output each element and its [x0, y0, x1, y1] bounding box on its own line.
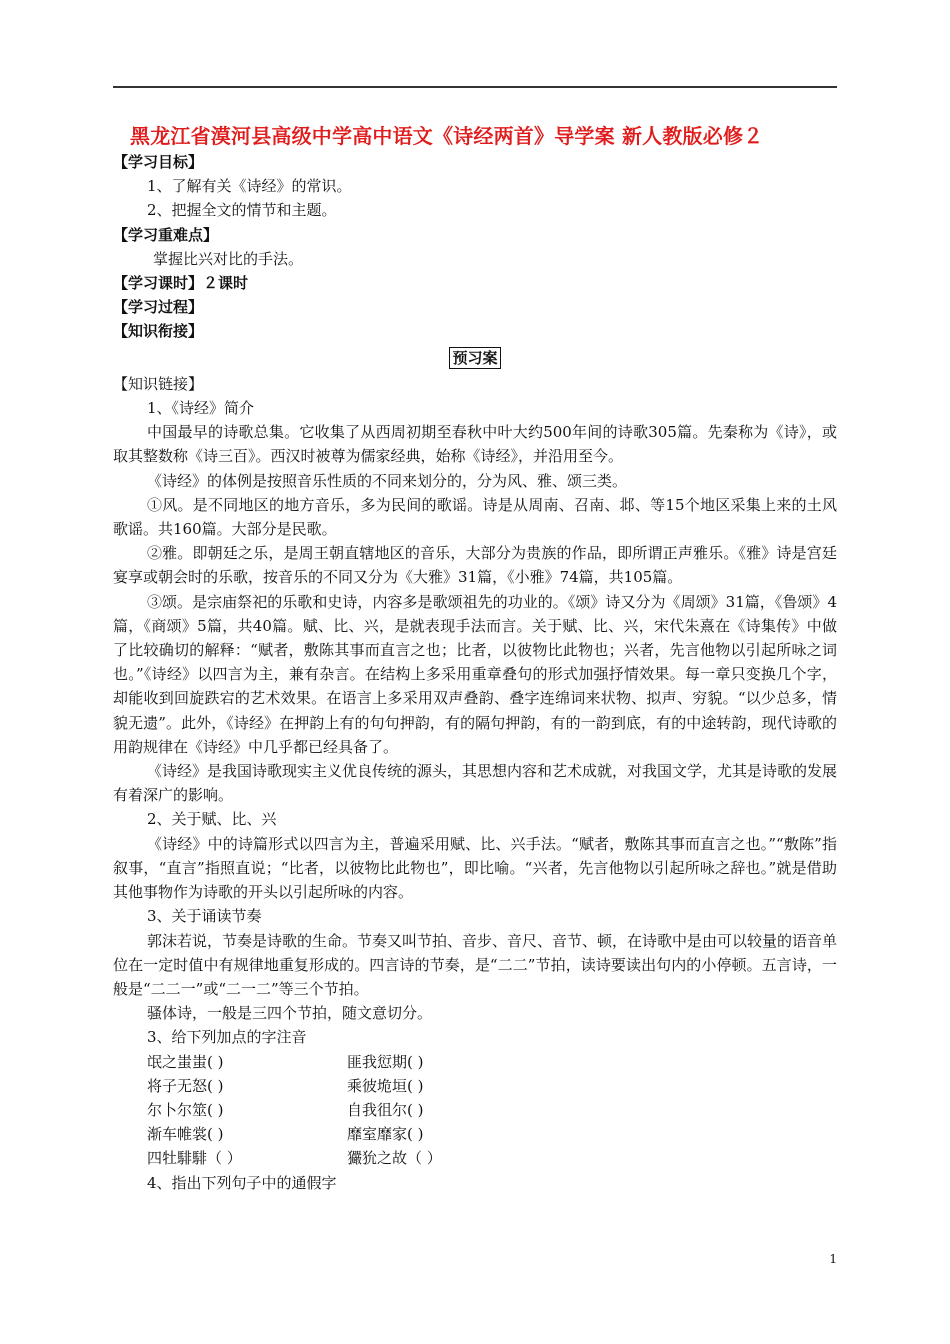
paragraph: ③颂。是宗庙祭祀的乐歌和史诗，内容多是歌颂祖先的功业的。《颂》诗又分为《周颂》31篇，《鲁颂》4篇，《商颂》5篇，共40篇。赋、比、兴，是就表现手法而言。关于赋、比、兴，宋代朱熹在《诗集传》中做了比较确切的解释：“赋者，敷陈其事而直言之也；比者，以彼物比此物也；兴者，先言他物以引起所咏之词也。”《诗经》以四言为主，兼有杂言。在结构上多采用重章叠句的形式加强抒情效果。每一章只变换几个字，却能收到回旋跌宕的艺术效果。在语言上多采用双声叠韵、叠字连绵词来状物、拟声、穷貌。“以少总多，情貌无遗”。此外，《诗经》在押韵上有的句句押韵，有的隔句押韵，有的一韵到底，有的中途转韵，现代诗歌的用韵规律在《诗经》中几乎都已经具备了。 [113, 592, 837, 756]
section-title: 4、指出下列句子中的通假字 [147, 1173, 337, 1192]
phonetic-item: 自我徂尔( ) [347, 1100, 424, 1119]
heading-link: 【知识链接】 [113, 374, 204, 393]
section-title: 2、关于赋、比、兴 [147, 810, 277, 829]
phonetic-item: 尔卜尔筮( ) [147, 1100, 224, 1119]
phonetic-item: 玁狁之故（ ） [347, 1149, 442, 1168]
goal-item: 2、把握全文的情节和主题。 [147, 201, 337, 220]
phonetic-row [113, 1074, 837, 1098]
phonetic-item: 匪我愆期( ) [347, 1052, 424, 1071]
phonetic-row [113, 1122, 837, 1146]
heading-key: 【学习重难点】 [113, 225, 219, 244]
preview-box [113, 346, 837, 370]
key-point: 掌握比兴对比的手法。 [153, 249, 304, 268]
phonetic-item: 渐车帷裳( ) [147, 1125, 224, 1144]
paragraph: 《诗经》是我国诗歌现实主义优良传统的源头，其思想内容和艺术成就，对我国文学，尤其是诗歌的发展有着深广的影响。 [113, 762, 838, 805]
phonetic-item: 将子无怒( ) [147, 1076, 224, 1095]
section-title: 1、《诗经》简介 [147, 399, 255, 418]
heading-bridge: 【知识衔接】 [113, 322, 204, 341]
paragraph: ①风。是不同地区的地方音乐，多为民间的歌谣。诗是从周南、召南、邶、等15个地区采集上来的土风歌谣。共160篇。大部分是民歌。 [113, 495, 837, 539]
paragraph: 郭沫若说，节奏是诗歌的生命。节奏又叫节拍、音步、音尺、音节、顿，在诗歌中是由可以较量的语音单位在一定时值中有规律地重复形成的。四言诗的节奏，是“二二”节拍，读诗要读出句内的小停顿。五言诗，一般是“二二一”或“二一二”等三个节拍。 [113, 931, 838, 998]
document-title: 黑龙江省漠河县高级中学高中语文《诗经两首》导学案 新人教版必修２ [130, 124, 764, 148]
section-title: 3、给下列加点的字注音 [147, 1028, 307, 1047]
paragraph: 骚体诗，一般是三四个节拍，随文意切分。 [147, 1004, 433, 1023]
heading-hours: 【学习课时】２课时 [113, 274, 249, 293]
document-body [113, 150, 837, 1195]
phonetic-row [113, 1146, 837, 1170]
preview-box-label: 预习案 [449, 347, 500, 369]
phonetic-row [113, 1050, 837, 1074]
phonetic-item: 靡室靡家( ) [347, 1125, 424, 1144]
phonetic-item: 乘彼垝垣( ) [347, 1076, 424, 1095]
paragraph: 中国最早的诗歌总集。它收集了从西周初期至春秋中叶大约500年间的诗歌305篇。先秦称为《诗》，或取其整数称《诗三百》。西汉时被尊为儒家经典，始称《诗经》，并沿用至今。 [113, 423, 837, 466]
heading-goal: 【学习目标】 [113, 153, 204, 171]
phonetic-item: 氓之蚩蚩( ) [147, 1052, 224, 1071]
paragraph: 《诗经》中的诗篇形式以四言为主，普遍采用赋、比、兴手法。“赋者，敷陈其事而直言之也。”“敷陈”指叙事，“直言”指照直说；“比者，以彼物比此物也”，即比喻。“兴者，先言他物以引起所咏之辞也。”就是借助其他事物作为诗歌的开头以引起所咏的内容。 [113, 834, 837, 902]
section-title: 3、关于诵读节奏 [147, 907, 262, 926]
goal-item: 1、了解有关《诗经》的常识。 [147, 177, 352, 196]
paragraph: 《诗经》的体例是按照音乐性质的不同来划分的，分为风、雅、颂三类。 [147, 471, 628, 490]
paragraph: ②雅。即朝廷之乐，是周王朝直辖地区的音乐，大部分为贵族的作品，即所谓正声雅乐。《雅》诗是宫廷宴享或朝会时的乐歌，按音乐的不同又分为《大雅》31篇，《小雅》74篇，共105篇。 [113, 544, 837, 587]
page-number: 1 [829, 1252, 837, 1266]
phonetic-item: 四牡騑騑（ ） [147, 1149, 242, 1168]
header-rule [113, 86, 837, 88]
heading-process: 【学习过程】 [113, 298, 204, 317]
phonetic-row [113, 1098, 837, 1122]
